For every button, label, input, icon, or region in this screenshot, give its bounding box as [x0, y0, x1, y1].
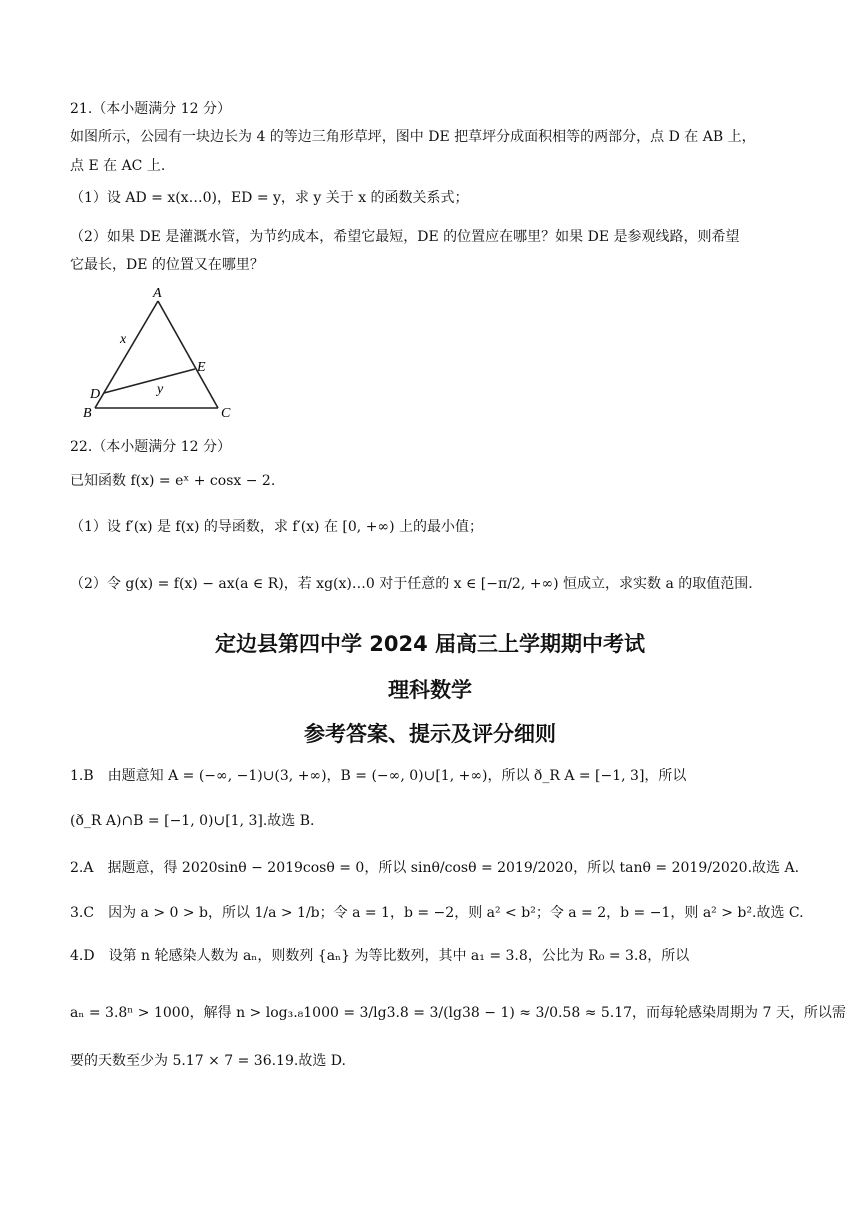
answer-1-line2: (ð_R A)∩B = [−1, 0)∪[1, 3].故选 B. — [70, 813, 315, 829]
label-d: D — [90, 387, 101, 402]
triangle-figure — [75, 283, 255, 423]
subject-title: 理科数学 — [388, 678, 472, 702]
answers-title: 参考答案、提示及评分细则 — [304, 722, 556, 746]
q22-stem: 已知函数 f(x) = eˣ + cosx − 2. — [70, 473, 276, 489]
q22-part2: （2）令 g(x) = f(x) − ax(a ∈ R)，若 xg(x)…0 对于任意的 x ∈ [−π/2, +∞) 恒成立，求实数 a 的取值范围. — [70, 576, 753, 592]
exam-title: 定边县第四中学 2024 届高三上学期期中考试 — [214, 632, 646, 656]
answer-4-line3: 要的天数至少为 5.17 × 7 = 36.19.故选 D. — [70, 1053, 346, 1069]
label-b: B — [83, 406, 92, 421]
q21-part2-line2: 它最长，DE 的位置又在哪里？ — [70, 257, 264, 273]
q21-header: 21.（本小题满分 12 分） — [70, 101, 231, 117]
q21-stem-line2: 点 E 在 AC 上. — [70, 158, 166, 174]
answer-4-line2: aₙ = 3.8ⁿ > 1000，解得 n > log₃.₈1000 = 3/lg3.8 = 3/(lg38 − 1) ≈ 3/0.58 ≈ 5.17，而每轮感染周期为 7 天，所以需 — [70, 1005, 846, 1021]
label-x: x — [120, 332, 127, 347]
label-e: E — [197, 360, 206, 375]
answer-4-line1: 4.D 设第 n 轮感染人数为 aₙ，则数列 {aₙ} 为等比数列，其中 a₁ = 3.8，公比为 R₀ = 3.8，所以 — [70, 948, 690, 964]
edge-ac — [158, 301, 218, 408]
answer-3: 3.C 因为 a > 0 > b，所以 1/a > 1/b；令 a = 1，b = −2，则 a² < b²；令 a = 2，b = −1，则 a² > b².故选 C. — [70, 905, 804, 921]
edge-ab — [95, 301, 158, 408]
label-c: C — [221, 406, 231, 421]
q21-part1: （1）设 AD = x(x…0)，ED = y，求 y 关于 x 的函数关系式； — [70, 190, 469, 206]
label-a: A — [153, 286, 162, 301]
segment-de — [104, 369, 195, 393]
label-y: y — [157, 382, 164, 397]
answer-2: 2.A 据题意，得 2020sinθ − 2019cosθ = 0，所以 sinθ/cosθ = 2019/2020，所以 tanθ = 2019/2020.故选 A. — [70, 860, 800, 876]
q21-stem-line1: 如图所示，公园有一块边长为 4 的等边三角形草坪，图中 DE 把草坪分成面积相等的两部分，点 D 在 AB 上， — [70, 129, 756, 145]
answer-1-line1: 1.B 由题意知 A = (−∞, −1)∪(3, +∞)，B = (−∞, 0)∪[1, +∞)，所以 ð_R A = [−1, 3]，所以 — [70, 768, 687, 784]
q22-part1: （1）设 f′(x) 是 f(x) 的导函数，求 f′(x) 在 [0, +∞) 上的最小值； — [70, 519, 483, 535]
q22-header: 22.（本小题满分 12 分） — [70, 439, 231, 455]
q21-part2-line1: （2）如果 DE 是灌溉水管，为节约成本，希望它最短，DE 的位置应在哪里？如果 DE 是参观线路，则希望 — [70, 229, 740, 245]
